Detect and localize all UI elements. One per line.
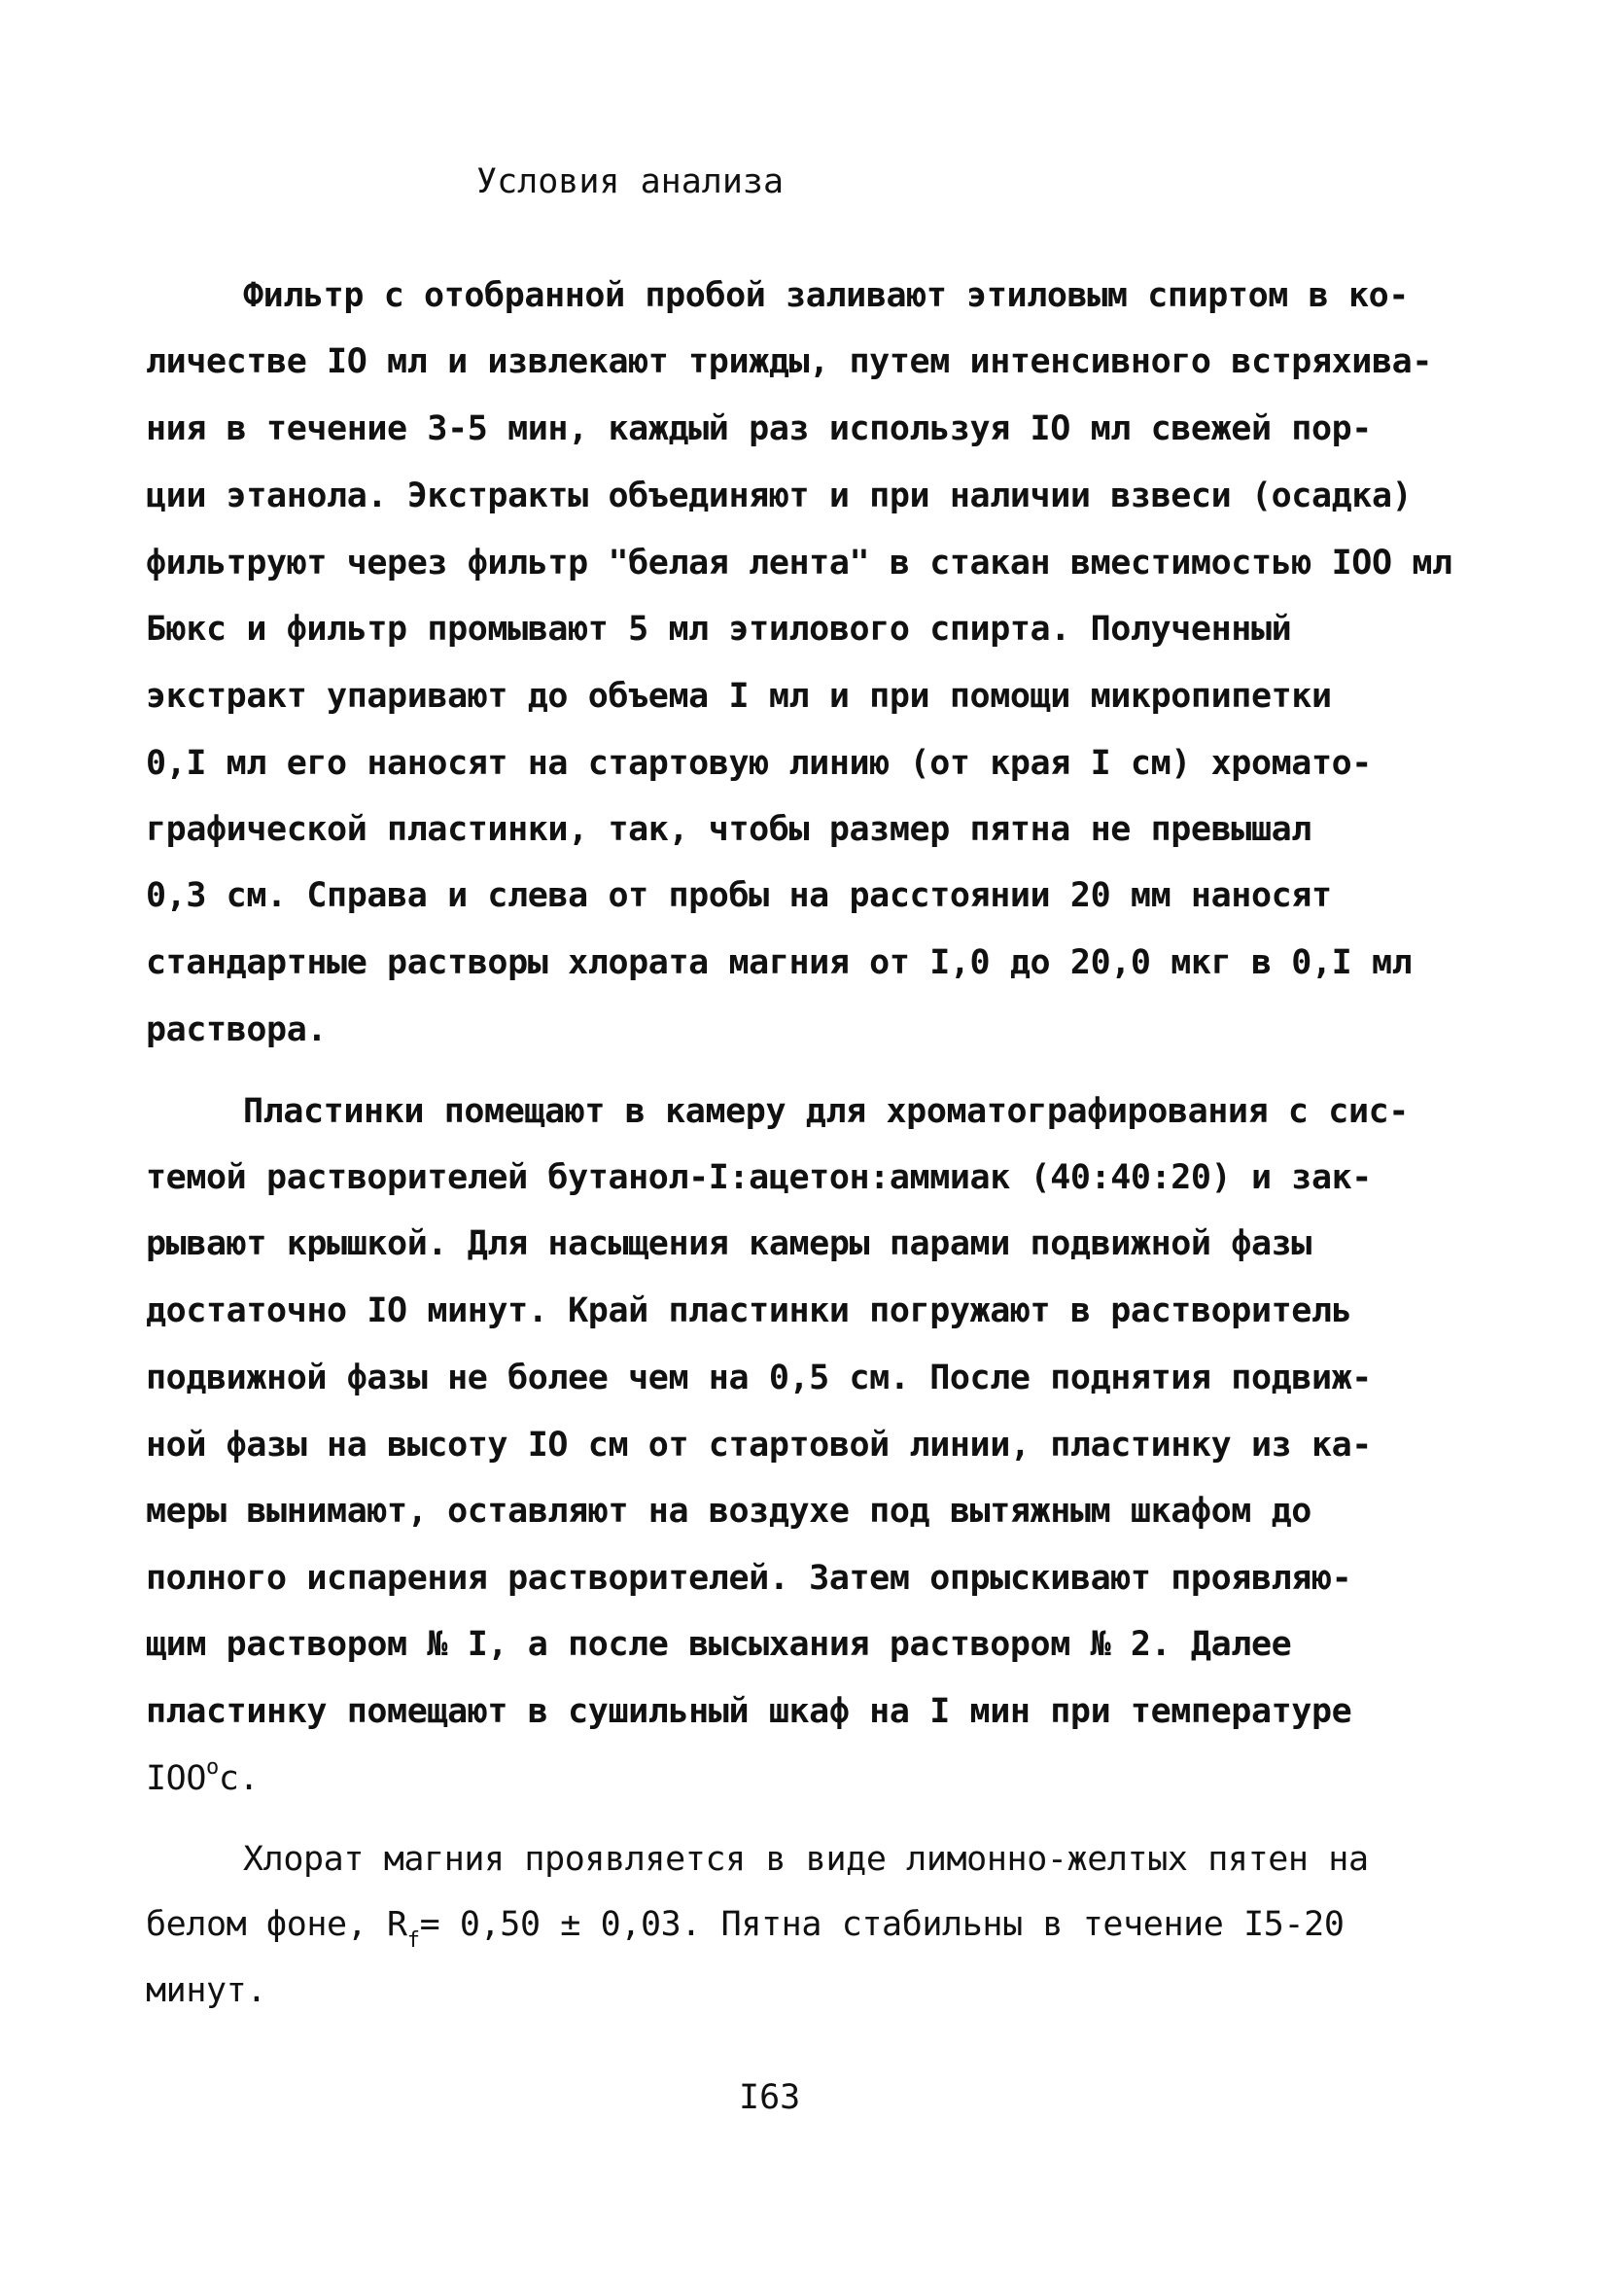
text-line: меры вынимают, оставляют на воздухе под вытяжным шкафом до xyxy=(146,1492,1311,1531)
text-line: ния в течение 3-5 мин, каждый раз используя IO мл свежей пор- xyxy=(146,409,1372,448)
temperature-value: IOO xyxy=(146,1759,207,1798)
rf-prefix: белом фоне, R xyxy=(146,1905,407,1944)
text-line: Фильтр с отобранной пробой заливают этиловым спиртом в ко- xyxy=(243,276,1409,315)
text-line: личестве IO мл и извлекают трижды, путем интенсивного встряхива- xyxy=(146,342,1432,381)
text-line: Пластинки помещают в камеру для хроматографирования с сис- xyxy=(243,1092,1409,1131)
text-line: Бюкс и фильтр промывают 5 мл этилового спирта. Полученный xyxy=(146,610,1292,649)
rf-suffix: = 0,50 ± 0,03. Пятна стабильны в течение I5-20 xyxy=(419,1905,1345,1944)
text-line: ной фазы на высоту IO см от стартовой линии, пластинку из ка- xyxy=(146,1426,1372,1465)
text-line: фильтруют через фильтр "белая лента" в стакан вместимостью IOO мл xyxy=(146,544,1452,583)
text-line: достаточно IO минут. Край пластинки погружают в растворитель xyxy=(146,1291,1352,1330)
rf-subscript: f xyxy=(406,1928,420,1953)
text-line: ции этанола. Экстракты объединяют и при наличии взвеси (осадка) xyxy=(146,477,1413,515)
degree-symbol: o xyxy=(206,1755,219,1780)
page-number: I63 xyxy=(739,2078,801,2117)
text-line: подвижной фазы не более чем на 0,5 см. После поднятия подвиж- xyxy=(146,1359,1372,1397)
text-line: 0,3 см. Справа и слева от пробы на расстоянии 20 мм наносят xyxy=(146,876,1332,915)
text-line: рывают крышкой. Для насыщения камеры парами подвижной фазы xyxy=(146,1224,1311,1263)
text-line: минут. xyxy=(146,1971,267,2010)
text-line: экстракт упаривают до объема I мл и при помощи микропипетки xyxy=(146,677,1332,716)
text-line: темой растворителей бутанол-I:ацетон:аммиак (40:40:20) и зак- xyxy=(146,1158,1372,1197)
text-line: полного испарения растворителей. Затем опрыскивают проявляю- xyxy=(146,1559,1352,1598)
text-line: 0,I мл его наносят на стартовую линию (от края I см) хромато- xyxy=(146,744,1372,783)
text-line: раствора. xyxy=(146,1010,328,1049)
text-line: графической пластинки, так, чтобы размер пятна не превышал xyxy=(146,810,1311,849)
text-line: Хлорат магния проявляется в виде лимонно-желтых пятен на xyxy=(243,1840,1369,1879)
text-line: стандартные растворы хлората магния от I,0 до 20,0 мкг в 0,I мл xyxy=(146,943,1413,982)
section-heading: Условия анализа xyxy=(476,162,785,201)
rf-value-line xyxy=(146,1905,1345,1953)
temperature-unit: c. xyxy=(218,1759,260,1798)
temperature-line xyxy=(146,1755,260,1798)
text-line: пластинку помещают в сушильный шкаф на I мин при температуре xyxy=(146,1692,1352,1731)
text-line: щим раствором № I, а после высыхания раствором № 2. Далее xyxy=(146,1625,1292,1664)
